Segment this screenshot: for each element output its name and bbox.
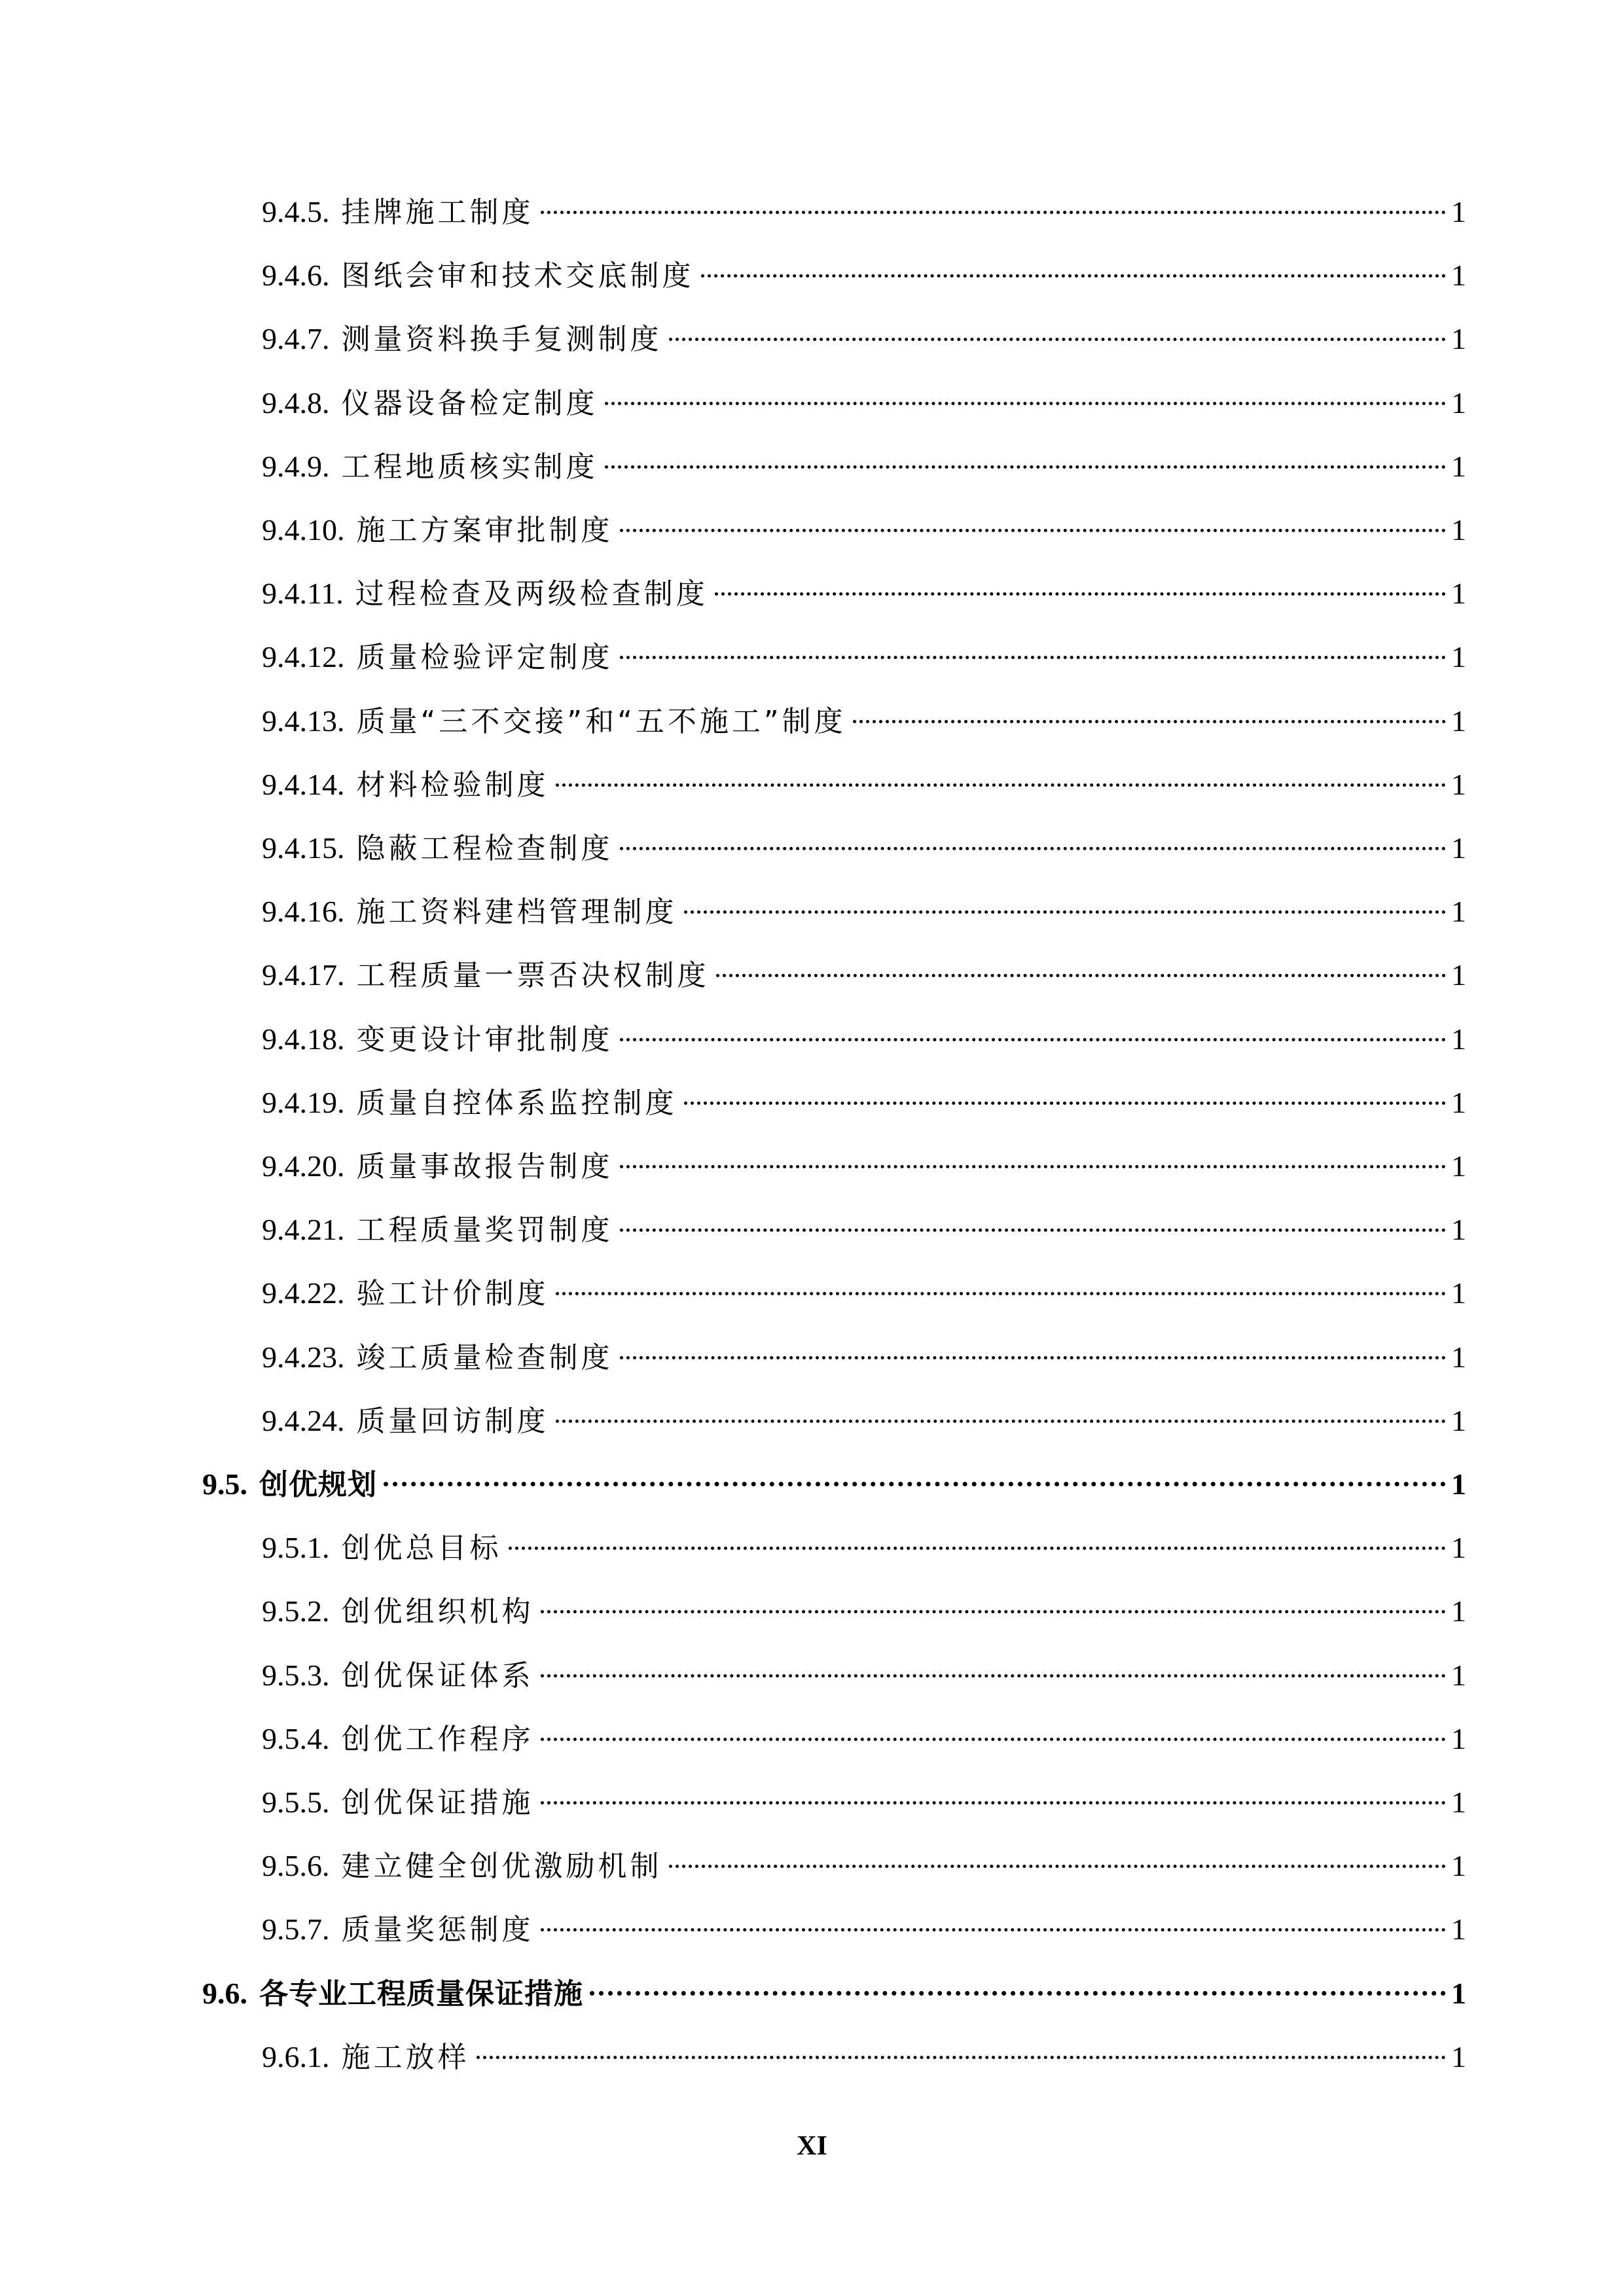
toc-entry-title: 施工放样 <box>341 2040 470 2074</box>
toc-dot-leader <box>620 1038 1447 1041</box>
toc-entry[interactable] <box>262 1653 1466 1698</box>
toc-entry-number: 9.5.6. <box>262 1849 330 1883</box>
toc-entry[interactable] <box>262 1588 1466 1634</box>
toc-entry-title: 验工计价制度 <box>356 1277 549 1311</box>
toc-entry-page: 1 <box>1451 259 1466 293</box>
toc-entry[interactable] <box>262 316 1466 362</box>
toc-entry-page: 1 <box>1451 1276 1466 1310</box>
toc-entry-number: 9.5.3. <box>262 1658 330 1692</box>
toc-entry-title: 仪器设备检定制度 <box>341 386 598 420</box>
toc-entry-title: 质量回访制度 <box>356 1404 549 1438</box>
toc-entry[interactable] <box>262 444 1466 490</box>
toc-entry-title: 挂牌施工制度 <box>341 196 534 229</box>
toc-entry-title: 过程检查及两级检查制度 <box>355 577 708 611</box>
toc-entry[interactable] <box>262 825 1466 871</box>
toc-entry[interactable] <box>262 1080 1466 1126</box>
toc-entry[interactable] <box>262 380 1466 426</box>
toc-entry-number: 9.4.24. <box>262 1403 345 1437</box>
toc-entry-number: 9.4.6. <box>262 259 330 293</box>
toc-dot-leader <box>541 1674 1447 1677</box>
toc-dot-leader <box>541 1928 1447 1931</box>
toc-dot-leader <box>684 1102 1447 1105</box>
toc-dot-leader <box>384 1482 1446 1486</box>
toc-dot-leader <box>556 1420 1447 1423</box>
toc-entry-number: 9.4.5. <box>262 195 330 228</box>
toc-dot-leader <box>620 1229 1447 1232</box>
toc-entry-number: 9.4.21. <box>262 1213 345 1247</box>
toc-entry-title: 材料检验制度 <box>356 768 549 802</box>
toc-entry-number: 9.5.2. <box>262 1594 330 1628</box>
toc-entry-title: 创优工作程序 <box>341 1722 534 1756</box>
toc-entry-page: 1 <box>1451 1721 1466 1755</box>
toc-entry-number: 9.6.1. <box>262 2039 330 2073</box>
toc-entry-number: 9.4.14. <box>262 767 345 801</box>
toc-dot-leader <box>509 1547 1447 1550</box>
toc-entry-number: 9.5.1. <box>262 1531 330 1565</box>
toc-entry-page: 1 <box>1451 958 1466 992</box>
toc-entry-title: 工程质量奖罚制度 <box>356 1213 613 1247</box>
toc-entry-title: 施工方案审批制度 <box>356 514 613 547</box>
toc-dot-leader <box>684 910 1447 914</box>
toc-entry[interactable] <box>262 698 1466 744</box>
toc-entry-title: 工程地质核实制度 <box>341 450 598 484</box>
toc-entry-number: 9.4.23. <box>262 1340 345 1374</box>
toc-entry-page: 1 <box>1451 1467 1466 1501</box>
toc-entry-number: 9.5.5. <box>262 1785 330 1819</box>
toc-entry-number: 9.4.15. <box>262 831 345 865</box>
toc-entry-title: 质量奖惩制度 <box>341 1913 534 1947</box>
toc-entry-number: 9.4.19. <box>262 1085 345 1119</box>
toc-entry[interactable] <box>262 189 1466 235</box>
toc-entry-title: 质量“三不交接”和“五不施工”制度 <box>356 704 846 738</box>
toc-entry[interactable] <box>262 634 1466 680</box>
toc-dot-leader <box>715 592 1446 596</box>
toc-entry[interactable] <box>262 507 1466 553</box>
toc-entry-page: 1 <box>1451 1849 1466 1883</box>
toc-entry-title: 测量资料换手复测制度 <box>341 323 662 357</box>
toc-entry-number: 9.4.9. <box>262 449 330 483</box>
toc-entry-number: 9.4.20. <box>262 1149 345 1183</box>
toc-entry-page: 1 <box>1451 386 1466 420</box>
toc-entry-number: 9.4.12. <box>262 640 345 674</box>
toc-entry-number: 9.4.17. <box>262 958 345 992</box>
toc-entry[interactable] <box>262 1270 1466 1316</box>
toc-dot-leader <box>556 1292 1447 1295</box>
toc-entry-title: 变更设计审批制度 <box>356 1022 613 1056</box>
toc-dot-leader <box>590 1991 1446 1996</box>
toc-entry-page: 1 <box>1451 195 1466 228</box>
toc-entry-title: 创优保证措施 <box>341 1786 534 1820</box>
toc-entry-number: 9.4.22. <box>262 1276 345 1310</box>
toc-dot-leader <box>541 1738 1447 1741</box>
toc-entry-number: 9.4.10. <box>262 513 345 547</box>
toc-entry-title: 图纸会审和技术交底制度 <box>341 259 695 293</box>
toc-entry-number: 9.6. <box>202 1976 247 2010</box>
toc-entry-number: 9.5.4. <box>262 1721 330 1755</box>
toc-entry-number: 9.4.11. <box>262 577 344 611</box>
toc-entry-page: 1 <box>1451 704 1466 738</box>
toc-dot-leader <box>605 465 1447 469</box>
toc-entry-page: 1 <box>1451 1403 1466 1437</box>
toc-entry-title: 质量事故报告制度 <box>356 1150 613 1183</box>
toc-entry[interactable] <box>262 1525 1466 1571</box>
toc-entry-page: 1 <box>1451 449 1466 483</box>
toc-entry-title: 创优总目标 <box>341 1532 502 1566</box>
toc-entry-page: 1 <box>1451 1658 1466 1692</box>
toc-entry-title: 创优组织机构 <box>341 1595 534 1629</box>
toc-dot-leader <box>541 211 1447 214</box>
toc-entry-page: 1 <box>1451 1340 1466 1374</box>
toc-entry-title: 创优规划 <box>259 1468 377 1501</box>
toc-entry[interactable] <box>262 1907 1466 1952</box>
toc-dot-leader <box>605 402 1447 405</box>
toc-entry-page: 1 <box>1451 1213 1466 1247</box>
toc-dot-leader <box>620 847 1447 850</box>
toc-entry-title: 质量自控体系监控制度 <box>356 1086 677 1120</box>
toc-entry-title: 竣工质量检查制度 <box>356 1340 613 1374</box>
toc-dot-leader <box>701 274 1447 278</box>
toc-entry[interactable] <box>262 1780 1466 1825</box>
toc-entry-page: 1 <box>1451 1976 1466 2010</box>
toc-entry[interactable] <box>262 762 1466 808</box>
toc-entry-page: 1 <box>1451 1149 1466 1183</box>
toc-entry-page: 1 <box>1451 577 1466 611</box>
toc-entry-title: 质量检验评定制度 <box>356 641 613 675</box>
toc-dot-leader <box>716 974 1447 977</box>
toc-entry-number: 9.4.7. <box>262 322 330 356</box>
toc-entry[interactable] <box>262 253 1466 298</box>
toc-entry-title: 创优保证体系 <box>341 1659 534 1693</box>
toc-dot-leader <box>620 1356 1447 1359</box>
toc-entry-number: 9.4.18. <box>262 1022 345 1056</box>
toc-entry[interactable] <box>262 1843 1466 1889</box>
toc-entry-number: 9.5.7. <box>262 1912 330 1946</box>
toc-entry[interactable] <box>262 952 1466 998</box>
toc-entry-title: 隐蔽工程检查制度 <box>356 832 613 865</box>
toc-entry-page: 1 <box>1451 640 1466 674</box>
toc-section-entry[interactable] <box>202 1971 1466 2017</box>
toc-entry-number: 9.4.16. <box>262 895 345 929</box>
toc-section-entry[interactable] <box>202 1462 1466 1507</box>
toc-dot-leader <box>620 656 1447 659</box>
page-number: XI <box>797 2131 827 2161</box>
toc-entry-page: 1 <box>1451 1594 1466 1628</box>
toc-dot-leader <box>669 338 1447 341</box>
toc-entry-page: 1 <box>1451 1531 1466 1565</box>
toc-entry-title: 各专业工程质量保证措施 <box>259 1977 583 2011</box>
toc-dot-leader <box>541 1801 1447 1804</box>
toc-dot-leader <box>669 1865 1447 1868</box>
toc-entry[interactable] <box>262 1016 1466 1062</box>
toc-entry-page: 1 <box>1451 831 1466 865</box>
toc-entry-page: 1 <box>1451 1022 1466 1056</box>
toc-dot-leader <box>620 1165 1447 1168</box>
toc-entry-title: 施工资料建档管理制度 <box>356 895 677 929</box>
toc-dot-leader <box>853 720 1446 723</box>
toc-entry-number: 9.4.8. <box>262 386 330 420</box>
toc-entry-page: 1 <box>1451 895 1466 929</box>
toc-entry[interactable] <box>262 889 1466 935</box>
toc-dot-leader <box>477 2056 1447 2059</box>
toc-dot-leader <box>541 1610 1447 1613</box>
toc-entry-title: 工程质量一票否决权制度 <box>356 959 710 993</box>
toc-entry-page: 1 <box>1451 1085 1466 1119</box>
toc-entry[interactable] <box>262 1207 1466 1253</box>
toc-entry-page: 1 <box>1451 322 1466 356</box>
toc-entry[interactable] <box>262 1716 1466 1762</box>
toc-entry-page: 1 <box>1451 767 1466 801</box>
toc-entry-number: 9.5. <box>202 1467 247 1501</box>
toc-entry-page: 1 <box>1451 2039 1466 2073</box>
toc-dot-leader <box>556 783 1447 787</box>
toc-entry-page: 1 <box>1451 1912 1466 1946</box>
toc-entry[interactable] <box>262 571 1466 617</box>
toc-entry-number: 9.4.13. <box>262 704 345 738</box>
toc-entry[interactable] <box>262 1143 1466 1189</box>
toc-entry-title: 建立健全创优激励机制 <box>341 1850 662 1884</box>
toc-dot-leader <box>620 529 1447 532</box>
toc-entry-page: 1 <box>1451 1785 1466 1819</box>
toc-entry[interactable] <box>262 2034 1466 2080</box>
toc-entry[interactable] <box>262 1398 1466 1444</box>
toc-entry[interactable] <box>262 1335 1466 1380</box>
toc-entry-page: 1 <box>1451 513 1466 547</box>
